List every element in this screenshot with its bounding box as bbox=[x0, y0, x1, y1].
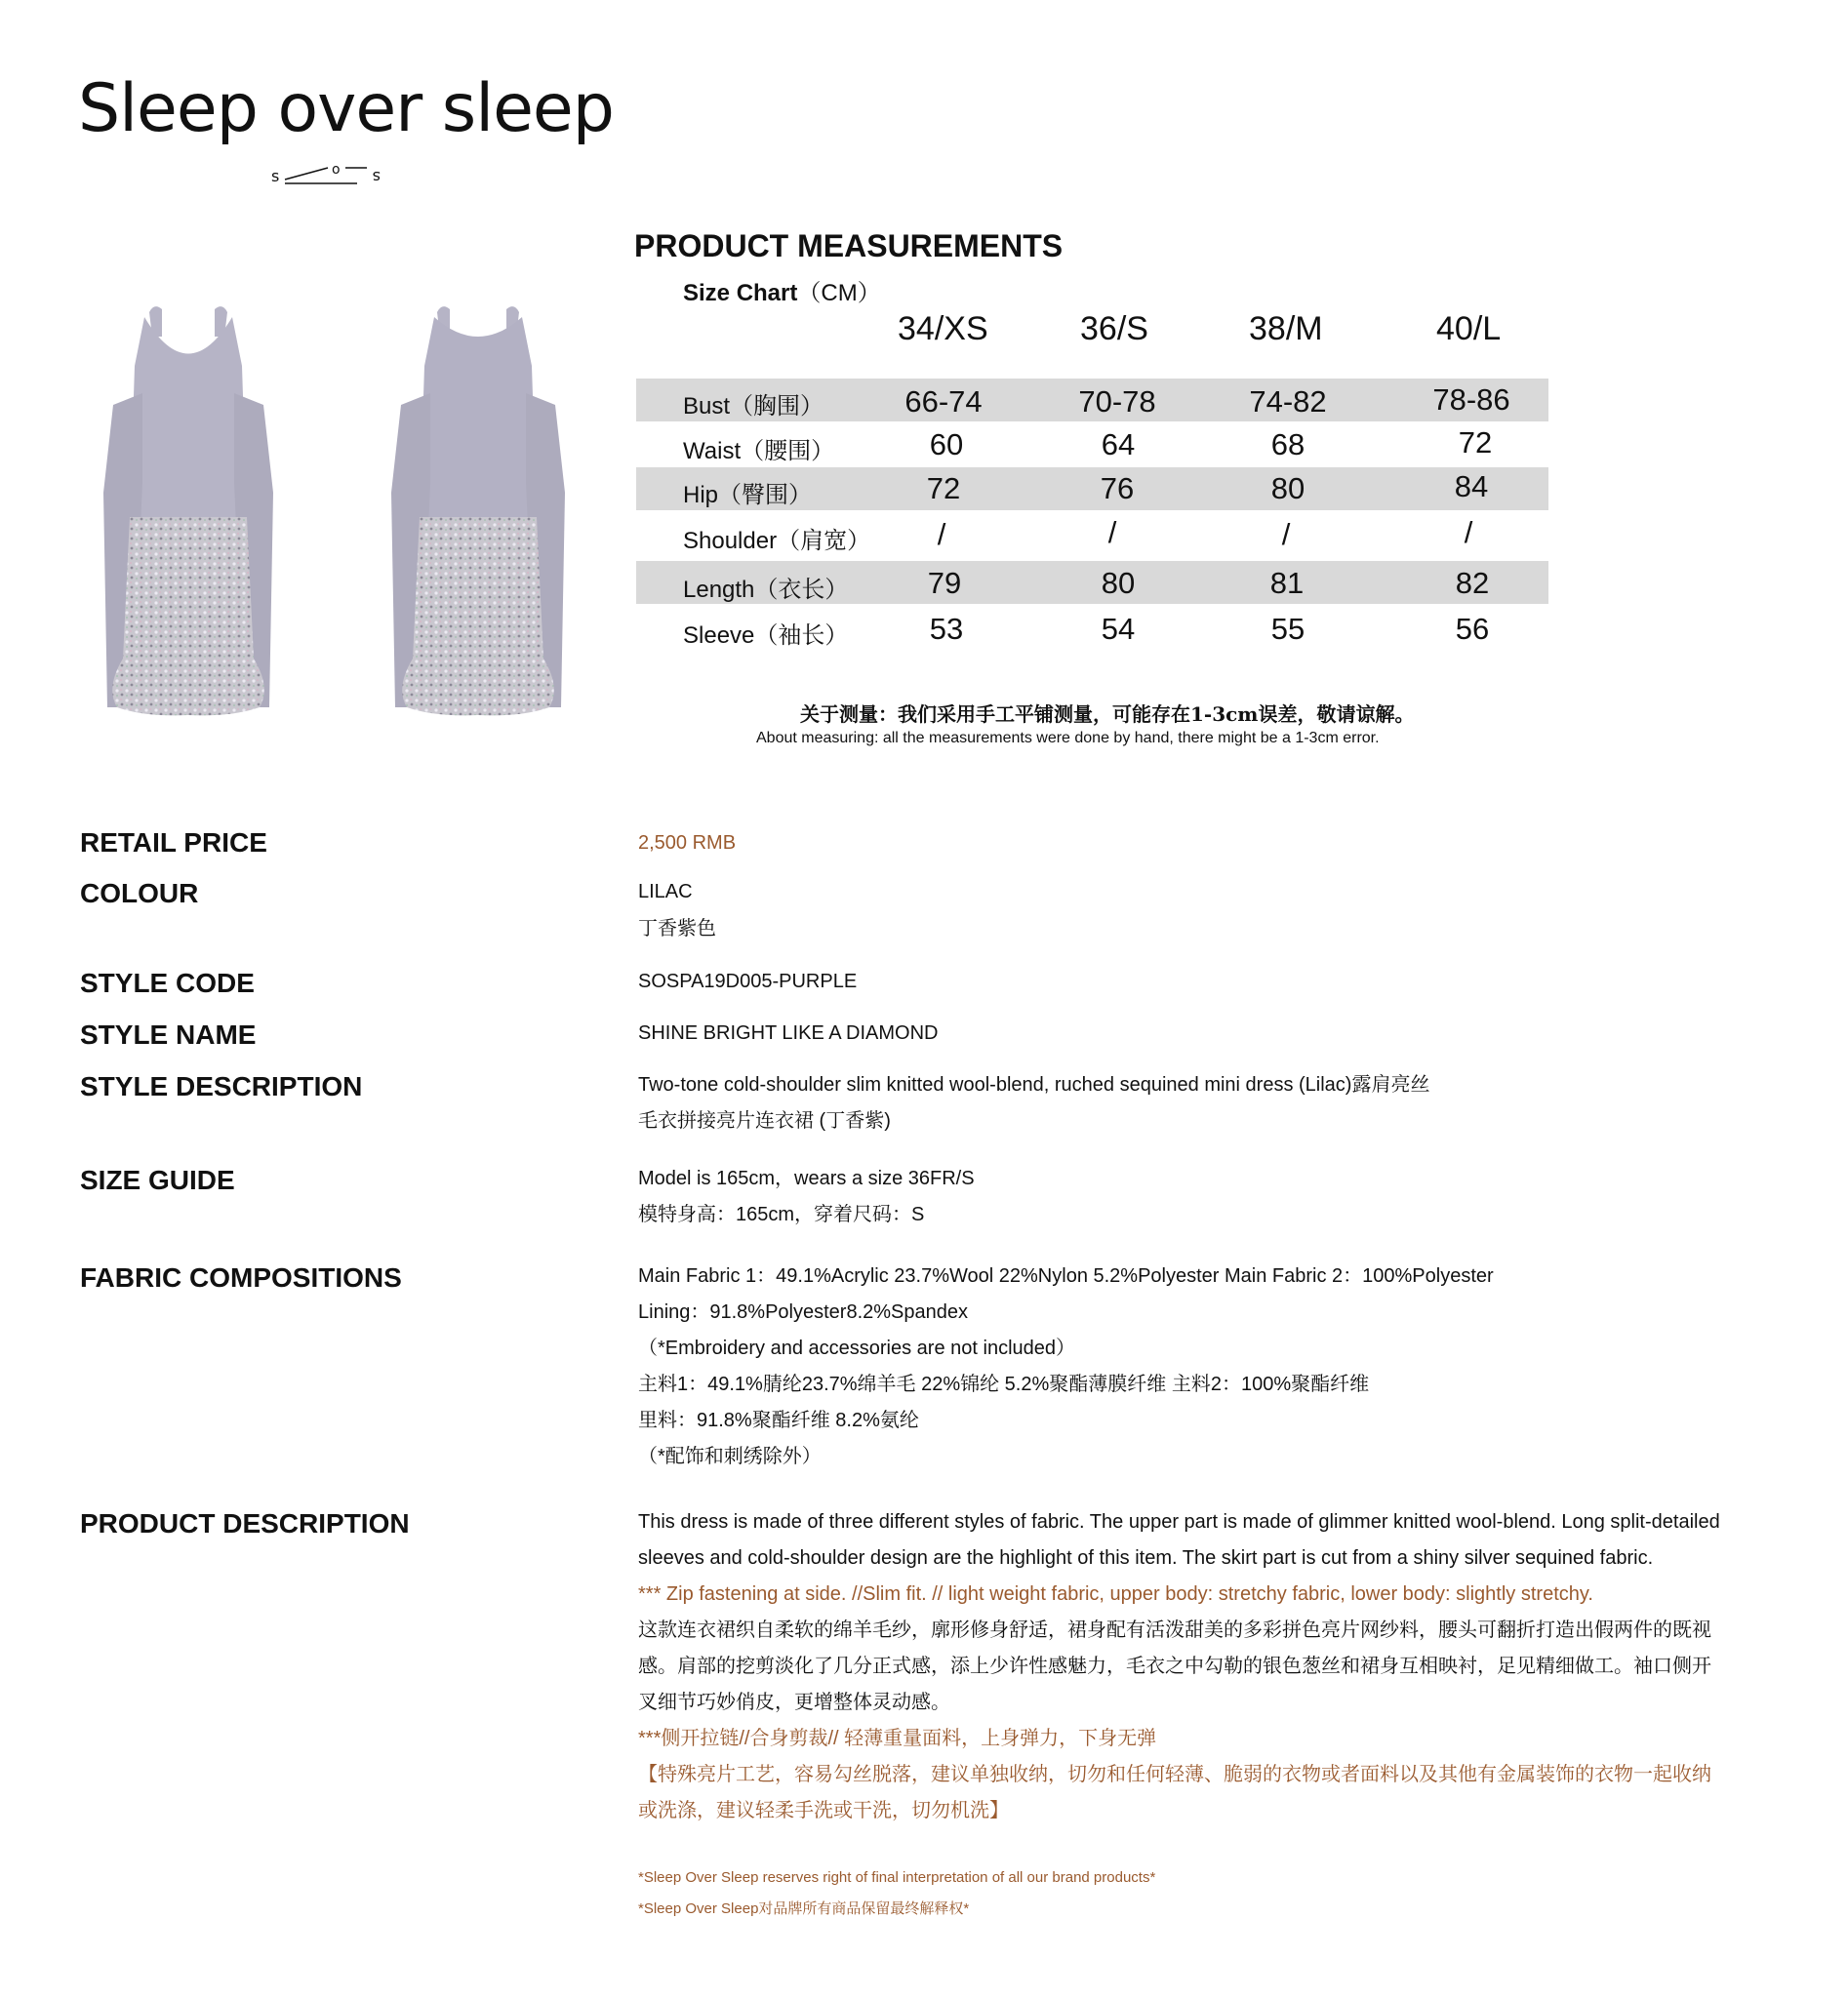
table-cell: 66-74 bbox=[904, 384, 983, 419]
fabric-line: 主料1：49.1%腈纶23.7%绵羊毛 22%锦纶 5.2%聚酯薄膜纤维 主料2：100%聚酯纤维 bbox=[638, 1374, 1370, 1395]
product-description-cn-line2: 感。肩部的挖剪淡化了几分正式感，添上少许性感魅力，毛衣之中勾勒的银色葱丝和裙身互相映衬，足见精细做工。袖口侧开 bbox=[638, 1656, 1711, 1677]
size-chart-label bbox=[683, 273, 881, 307]
style-description-line1: Two-tone cold-shoulder slim knitted wool-blend, ruched sequined mini dress (Lilac)露肩亮丝 bbox=[638, 1074, 1430, 1096]
table-cell: 82 bbox=[1455, 566, 1490, 600]
care-instruction-line2: 或洗涤，建议轻柔手洗或干洗，切勿机洗】 bbox=[638, 1800, 1009, 1821]
product-description-en-line2: sleeves and cold-shoulder design are the highlight of this item. The skirt part is cut from a shiny silver sequined fabric. bbox=[638, 1547, 1654, 1569]
measuring-note-cn: 关于测量：我们采用手工平铺测量，可能存在1-3cm误差，敬请谅解。 bbox=[800, 702, 1415, 726]
table-cell: 79 bbox=[927, 566, 962, 600]
size-guide-label: SIZE GUIDE bbox=[80, 1165, 235, 1195]
svg-text:s: s bbox=[372, 168, 381, 186]
measurements-title: PRODUCT MEASUREMENTS bbox=[634, 228, 1064, 263]
table-cell: / bbox=[1281, 517, 1291, 551]
style-code-label: STYLE CODE bbox=[80, 968, 255, 998]
row-label-hip: Hip（臀围） bbox=[683, 482, 813, 508]
table-cell: / bbox=[937, 517, 946, 551]
product-description-en-note: *** Zip fastening at side. //Slim fit. // light weight fabric, upper body: stretchy fabric, lower body: slightly stretchy. bbox=[638, 1583, 1593, 1605]
dress-back-image bbox=[337, 298, 620, 737]
row-label-waist: Waist（腰围） bbox=[683, 438, 835, 464]
size-chart-title: Size Chart bbox=[683, 280, 798, 306]
style-description-line2: 毛衣拼接亮片连衣裙 (丁香紫) bbox=[638, 1110, 891, 1132]
fabric-line: （*配饰和刺绣除外） bbox=[638, 1446, 822, 1467]
table-cell: 84 bbox=[1454, 469, 1489, 503]
table-cell: 72 bbox=[926, 471, 961, 505]
disclaimer-en: *Sleep Over Sleep reserves right of final interpretation of all our brand products* bbox=[638, 1869, 1156, 1886]
product-description-en-line1: This dress is made of three different styles of fabric. The upper part is made of glimmer knitted wool-blend. Long split-detailed bbox=[638, 1511, 1720, 1533]
style-name-label: STYLE NAME bbox=[80, 1019, 257, 1050]
product-description-cn-note: ***侧开拉链//合身剪裁// 轻薄重量面料，上身弹力，下身无弹 bbox=[638, 1728, 1157, 1749]
table-cell: 80 bbox=[1101, 566, 1136, 600]
size-chart-unit: （CM） bbox=[797, 280, 881, 306]
fabric-line: Main Fabric 1：49.1%Acrylic 23.7%Wool 22%Nylon 5.2%Polyester Main Fabric 2：100%Polyester bbox=[638, 1265, 1494, 1287]
fabric-compositions-label: FABRIC COMPOSITIONS bbox=[80, 1262, 402, 1293]
fabric-line: Lining：91.8%Polyester8.2%Spandex bbox=[638, 1301, 968, 1323]
colour-value-cn: 丁香紫色 bbox=[638, 918, 716, 940]
size-guide-line1: Model is 165cm，wears a size 36FR/S bbox=[638, 1168, 975, 1189]
table-cell: 78-86 bbox=[1432, 382, 1510, 417]
retail-price-value: 2,500 RMB bbox=[638, 832, 737, 854]
svg-text:s: s bbox=[271, 167, 280, 185]
table-cell: / bbox=[1464, 515, 1473, 549]
table-cell: 60 bbox=[929, 427, 964, 461]
table-cell: 80 bbox=[1270, 471, 1306, 505]
fabric-line: 里料：91.8%聚酯纤维 8.2%氨纶 bbox=[638, 1410, 919, 1431]
table-cell: / bbox=[1107, 515, 1117, 549]
style-description-label: STYLE DESCRIPTION bbox=[80, 1071, 363, 1101]
brand-logo bbox=[78, 70, 614, 187]
dress-front-image bbox=[47, 298, 330, 737]
row-label-length: Length（衣长） bbox=[683, 577, 849, 603]
retail-price-label: RETAIL PRICE bbox=[80, 827, 267, 858]
table-cell: 54 bbox=[1101, 612, 1136, 646]
table-cell: 72 bbox=[1458, 425, 1493, 460]
table-cell: 74-82 bbox=[1249, 384, 1327, 419]
table-cell: 70-78 bbox=[1078, 384, 1156, 419]
brand-wordmark: Sleep over sleep bbox=[78, 70, 614, 147]
size-header-s: 36/S bbox=[1080, 310, 1148, 347]
product-description-label: PRODUCT DESCRIPTION bbox=[80, 1508, 410, 1539]
colour-label: COLOUR bbox=[80, 878, 199, 908]
table-cell: 56 bbox=[1455, 612, 1490, 646]
table-cell: 53 bbox=[929, 612, 964, 646]
disclaimer-cn: *Sleep Over Sleep对品牌所有商品保留最终解释权* bbox=[638, 1900, 970, 1917]
svg-text:o: o bbox=[332, 162, 341, 178]
brand-monogram-icon bbox=[269, 158, 445, 187]
fabric-line: （*Embroidery and accessories are not included） bbox=[638, 1338, 1075, 1359]
size-guide-line2: 模特身高：165cm，穿着尺码：S bbox=[638, 1204, 925, 1225]
size-header-m: 38/M bbox=[1249, 310, 1323, 347]
colour-value-en: LILAC bbox=[638, 881, 693, 902]
size-header-xs: 34/XS bbox=[898, 310, 988, 347]
product-description-cn-line3: 叉细节巧妙俏皮，更增整体灵动感。 bbox=[638, 1692, 950, 1713]
table-cell: 55 bbox=[1270, 612, 1306, 646]
row-label-sleeve: Sleeve（袖长） bbox=[683, 622, 849, 649]
style-code-value: SOSPA19D005-PURPLE bbox=[638, 971, 858, 992]
row-label-bust: Bust（胸围） bbox=[683, 393, 824, 420]
size-header-l: 40/L bbox=[1436, 310, 1502, 347]
measuring-note-en: About measuring: all the measurements were done by hand, there might be a 1-3cm error. bbox=[756, 730, 1380, 746]
table-cell: 68 bbox=[1270, 427, 1306, 461]
care-instruction-line1: 【特殊亮片工艺，容易勾丝脱落，建议单独收纳，切勿和任何轻薄、脆弱的衣物或者面料以及其他有金属装饰的衣物一起收纳 bbox=[638, 1764, 1711, 1785]
table-cell: 76 bbox=[1100, 471, 1135, 505]
row-label-shoulder: Shoulder（肩宽） bbox=[683, 528, 871, 554]
table-cell: 81 bbox=[1269, 566, 1305, 600]
product-description-cn-line1: 这款连衣裙织自柔软的绵羊毛纱，廓形修身舒适，裙身配有活泼甜美的多彩拼色亮片网纱料，腰头可翻折打造出假两件的既视 bbox=[638, 1619, 1711, 1641]
table-cell: 64 bbox=[1101, 427, 1136, 461]
style-name-value: SHINE BRIGHT LIKE A DIAMOND bbox=[638, 1022, 939, 1044]
